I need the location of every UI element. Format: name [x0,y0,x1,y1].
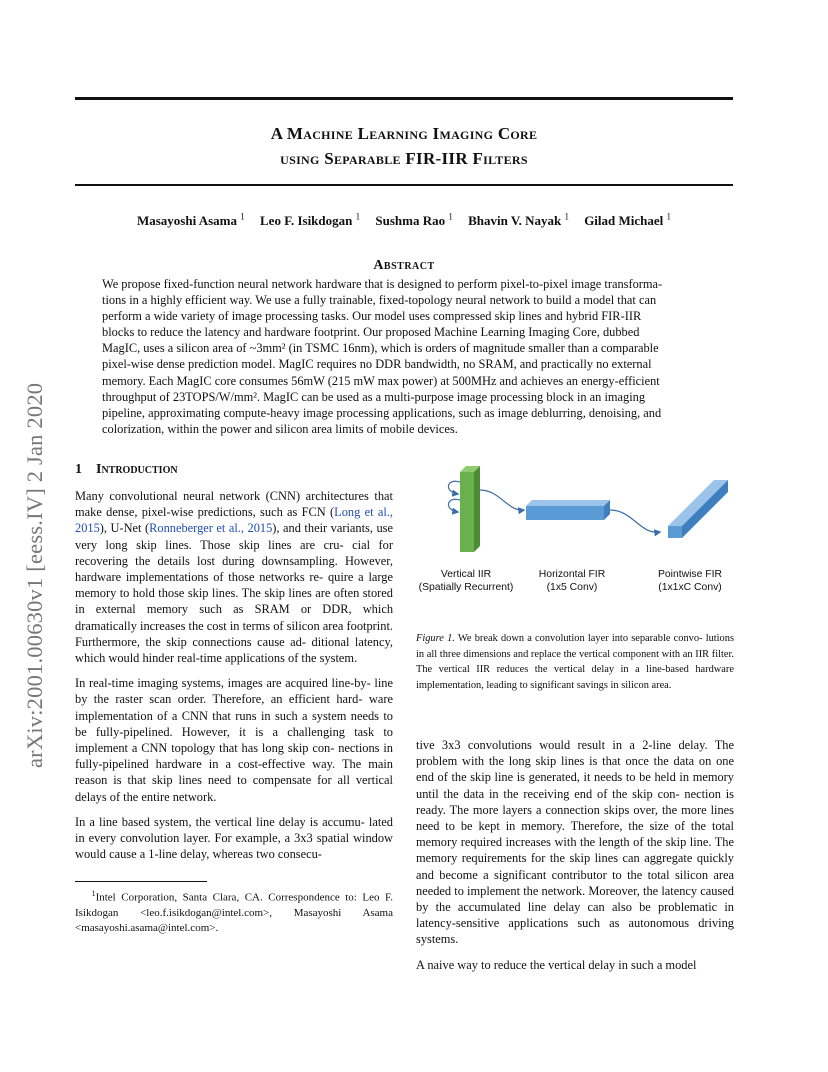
label-vertical-iir: Vertical IIR (Spatially Recurrent) [418,569,514,593]
author: Masayoshi Asama $^1$ [136,212,245,229]
citation-link[interactable]: et al., 2015 [75,505,393,536]
abstract-heading: Abstract [373,258,435,273]
paper-title [75,121,733,171]
pointwise-fir-block [668,480,728,538]
abstract-line: MagIC, uses a silicon area of ~3mm² (in TSMC 16nm), which is orders of magnitude smaller than a comparable [102,341,659,356]
label-pointwise-fir: Pointwise FIR (1x1xC Conv) [657,569,723,593]
abstract-line: blocks to reduce the latency and hardware footprint. Our proposed Machine Learning Imaging Core, dubbed [102,325,640,340]
caption-label: Figure 1. [416,633,455,644]
vertical-iir-block [460,466,480,552]
abstract-line: memory. Each MagIC core consumes 56mW (215 mW max power) at 500MHz and achieves an energy-efficient [102,373,660,388]
intro-paragraph-3: In a line based system, the vertical line delay is accumu- lated in every convolution layer. For example, a 3x3 spatial window would cause a 1-line delay, whereas two consecu- [75,814,393,862]
right-paragraph-2: A naive way to reduce the vertical delay in such a model [416,957,697,972]
figure-1 [408,460,738,605]
recurrent-arrow [448,481,460,494]
intro-paragraph-1: Many convolutional neural network (CNN) architectures that make dense, pixel-wise predictions, such as FCN (Long et al., 2015), U-Net (Ronneberger et al., 2015), and their variants, use very long skip lines. Those skip lines are cru- cial for recovering the details lost during downsampling. However, hardware implementations of those networks re- quire a large memory to hold those skip lines. The skip lines are often stored in external memory such as SRAM or DDR, which dramatically increases the cost in terms of silicon area footprint. Furthermore, the skip connections cause ad- ditional latency, which would hinder real-time applications of the system. [75,489,394,666]
author: Sushma Rao $^1$ [375,212,453,229]
abstract-line: perform a wide variety of image processing tasks. Our model uses compressed skip lines and hybrid FIR-IIR [102,309,642,324]
flow-arrow [480,490,524,510]
left-column [75,488,393,871]
citation-link[interactable]: Long [334,505,361,520]
abstract-line: We propose fixed-function neural network hardware that is designed to perform pixel-to-pixel image transforma- [102,277,663,291]
top-rule [75,97,733,100]
recurrent-arrow [448,499,460,512]
title-bottom-rule [75,184,733,186]
intro-paragraph-2: In real-time imaging systems, images are acquired line-by- line by the raster scan order. Therefore, an efficient hard- ware implementation of a CNN that runs in such a system needs to be fully-pipelined. However, it is a challenging task to implement a CNN topology that has long skip con- nections in fully-pipelined hardware in a cost-effective way. The main reason is that skip lines need to compensate for all vertical delays of the entire network. [75,676,394,804]
author: Gilad Michael $^1$ [584,212,672,229]
section-number: 1 [75,462,82,477]
right-column [416,737,734,982]
author: Bhavin V. Nayak $^1$ [468,212,569,229]
section-heading [75,462,178,478]
right-paragraph-1: tive 3x3 convolutions would result in a 2-line delay. The problem with the long skip lines is that once the data on one end of the skip line is generated, it needs to be held in memory until the data in the receiving end of the skip con- nection is ready. The more layers a connection skips over, the more lines need to be kept in memory. Therefore, the size of the total memory required increases with the length of the skip line. The memory requirements for the skip lines can aggregate quickly and become a significant contributor to the total silicon area needed to implement the network. Moreover, the latency caused by the accumulated line delay can also be problematic in latency-sensitive applications such as autonomous driving systems. [416,738,734,947]
author-list [75,212,733,229]
flow-arrow [610,510,660,532]
title-line-1: A Machine Learning Imaging Core [270,124,538,143]
author: Leo F. Isikdogan $^1$ [260,212,361,229]
arxiv-stamp: arXiv:2001.00630v1 [eess.IV] 2 Jan 2020 [22,382,47,768]
section-title: Introduction [96,462,178,477]
abstract-line: pipeline, approximating compute-heavy image processing applications, such as image deblurring, denoising, and [102,405,662,420]
footnote: $^1$Intel Corporation, Santa Clara, CA. Correspondence to: Leo F. Isikdogan <leo.f.isikdogan@intel.com>, Masayoshi Asama <masayoshi.asama@intel.com>. [75,889,394,934]
figure-caption: Figure 1. We break down a convolution layer into separable convo- lutions in all three dimensions and replace the vertical component with an IIR filter. The vertical IIR reduces the vertical delay in a line-based hardware implementation, leading to significant savings in silicon area. [416,633,734,691]
title-line-2: using Separable FIR-IIR Filters [280,149,528,168]
label-horizontal-fir: Horizontal FIR (1x5 Conv) [538,569,606,593]
abstract-body [102,276,706,437]
abstract-line: tions in a highly efficient way. We use a fully trainable, fixed-topology neural network to build a model that can [102,293,657,308]
citation-link[interactable]: Ronneberger et al., 2015 [149,521,273,536]
abstract-line: colorization, within the power and silicon area limits of mobile devices. [102,421,458,436]
abstract-line: throughput of 23TOPS/W/mm². MagIC can be used as a multi-purpose image processing block in an imaging [102,389,646,404]
abstract-line: pixel-wise dense prediction model. MagIC requires no DDR bandwidth, no SRAM, and practically no external [102,357,652,372]
horizontal-fir-block [526,500,610,520]
footnote-rule [75,881,207,882]
